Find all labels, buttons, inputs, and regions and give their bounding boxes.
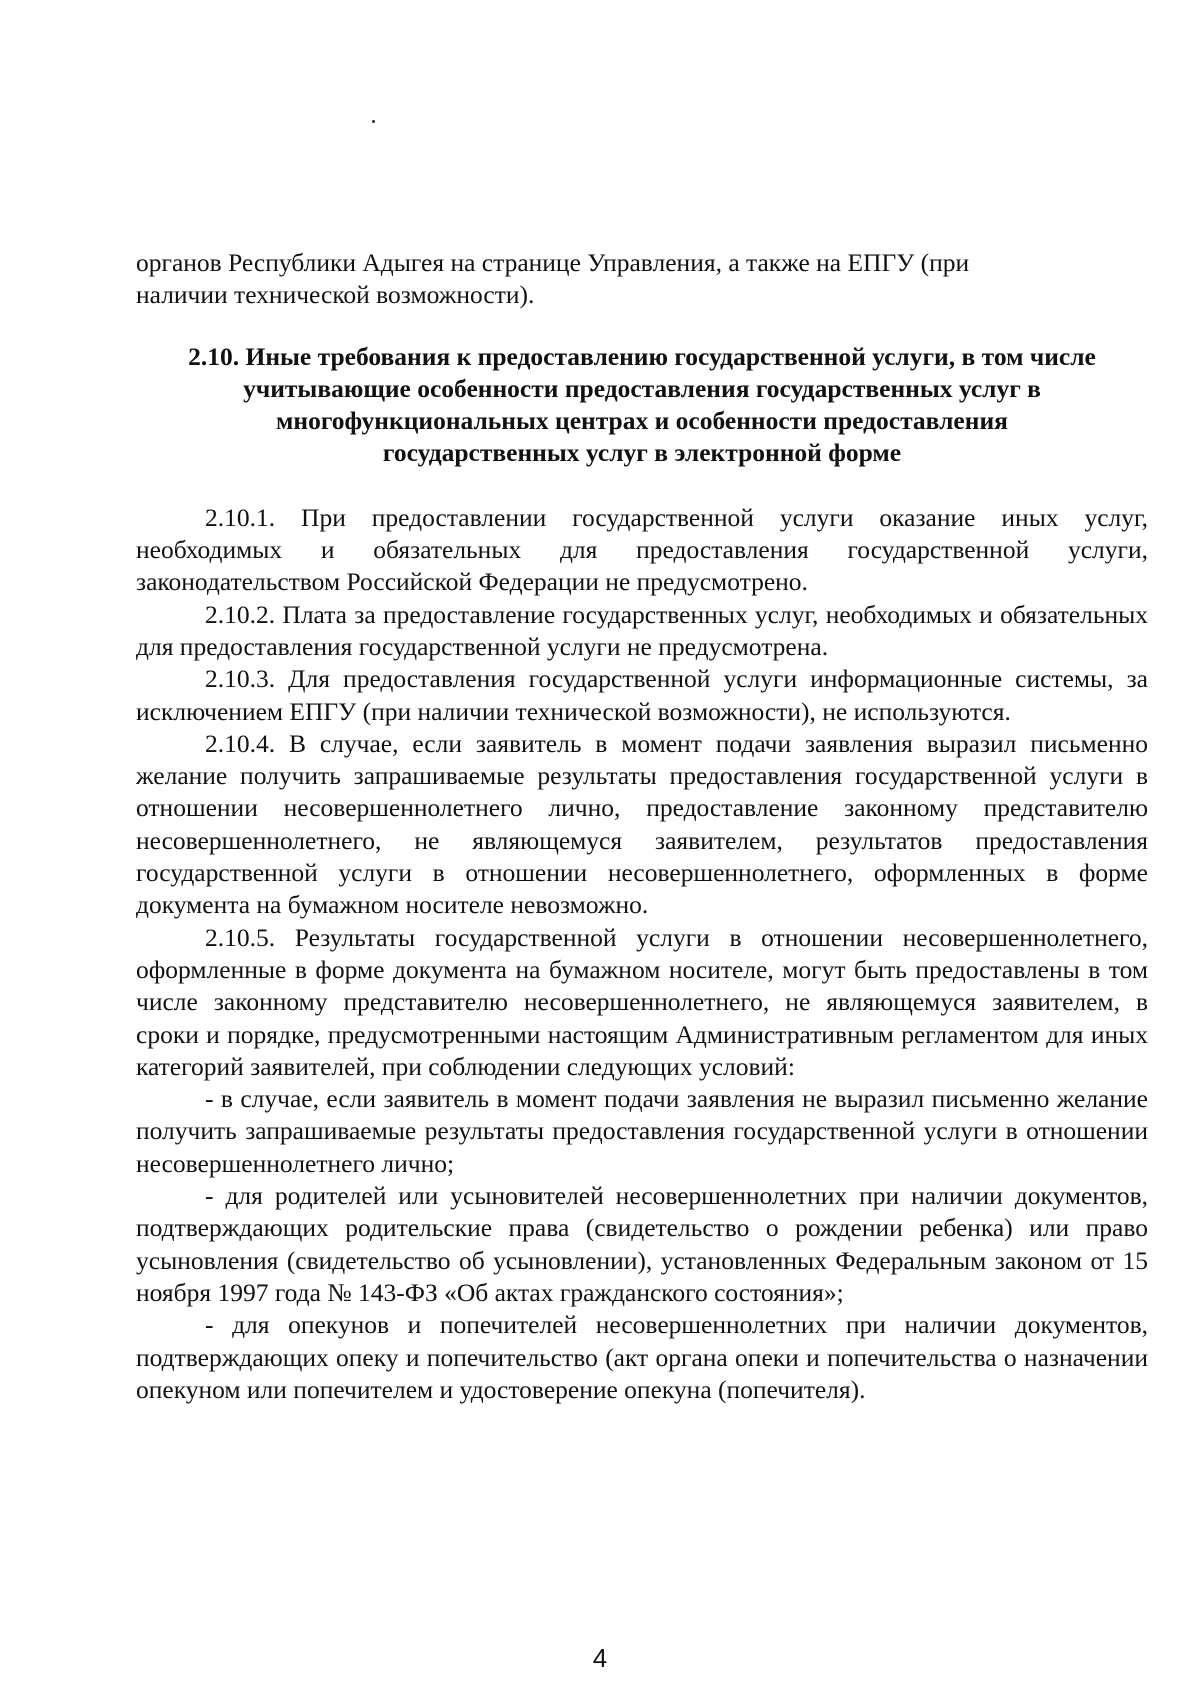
paragraph-2-10-3: 2.10.3. Для предоставления государственной услуги информационные системы, за исключением ЕПГУ (при наличии технической возможности), не используются. xyxy=(136,664,1148,726)
condition-item-2: - для родителей или усыновителей несовершеннолетних при наличии документов, подтверждающих родительские права (свидетельство о рождении ребенка) или право усыновления (свидетельство об усыновлении), установленных Федеральным законом от 15 ноября 1997 года № 143-ФЗ «Об актах гражданского состояния»; xyxy=(136,1181,1148,1307)
heading-line-4: государственных услуг в электронной форме xyxy=(382,438,902,468)
intro-line-1: органов Республики Адыгея на странице Управления, а также на ЕПГУ (при xyxy=(136,248,970,277)
section-heading xyxy=(136,341,1148,470)
paragraph-2-10-2: 2.10.2. Плата за предоставление государственных услуг, необходимых и обязательных для предоставления государственной услуги не предусмотрена. xyxy=(136,599,1148,661)
page-number: 4 xyxy=(592,1643,608,1673)
document-body xyxy=(136,247,1148,1406)
paragraph-2-10-5: 2.10.5. Результаты государственной услуги в отношении несовершеннолетнего, оформленные в форме документа на бумажном носителе, могут быть предоставлены в том числе законному представителю несовершеннолетнего, не являющемуся заявителем, в сроки и порядке, предусмотренными настоящим Административным регламентом для иных категорий заявителей, при соблюдении следующих условий: xyxy=(136,922,1148,1081)
scan-speck xyxy=(372,120,375,123)
intro-line-2: наличии технической возможности). xyxy=(136,280,535,310)
intro-paragraph xyxy=(136,247,1148,312)
heading-line-2: учитывающие особенности предоставления государственных услуг в xyxy=(243,373,1041,403)
heading-line-3: многофункциональных центрах и особенности предоставления xyxy=(276,406,1008,436)
paragraph-2-10-4: 2.10.4. В случае, если заявитель в момент подачи заявления выразил письменно желание получить запрашиваемые результаты предоставления государственной услуги в отношении несовершеннолетнего лично, предоставление законному представителю несовершеннолетнего, не являющемуся заявителем, результатов предоставления государственной услуги в отношении несовершеннолетнего, оформленных в форме документа на бумажном носителе невозможно. xyxy=(136,728,1148,920)
heading-line-1: 2.10. Иные требования к предоставлению государственной услуги, в том числе xyxy=(188,341,1096,371)
paragraph-2-10-1: 2.10.1. При предоставлении государственной услуги оказание иных услуг, необходимых и обязательных для предоставления государственной услуги, законодательством Российской Федерации не предусмотрено. xyxy=(136,502,1148,597)
condition-item-3: - для опекунов и попечителей несовершеннолетних при наличии документов, подтверждающих опеку и попечительство (акт органа опеки и попечительства о назначении опекуном или попечителем и удостоверение опекуна (попечителя). xyxy=(136,1310,1148,1404)
condition-item-1: - в случае, если заявитель в момент подачи заявления не выразил письменно желание получить запрашиваемые результаты предоставления государственной услуги в отношении несовершеннолетнего лично; xyxy=(136,1084,1148,1178)
